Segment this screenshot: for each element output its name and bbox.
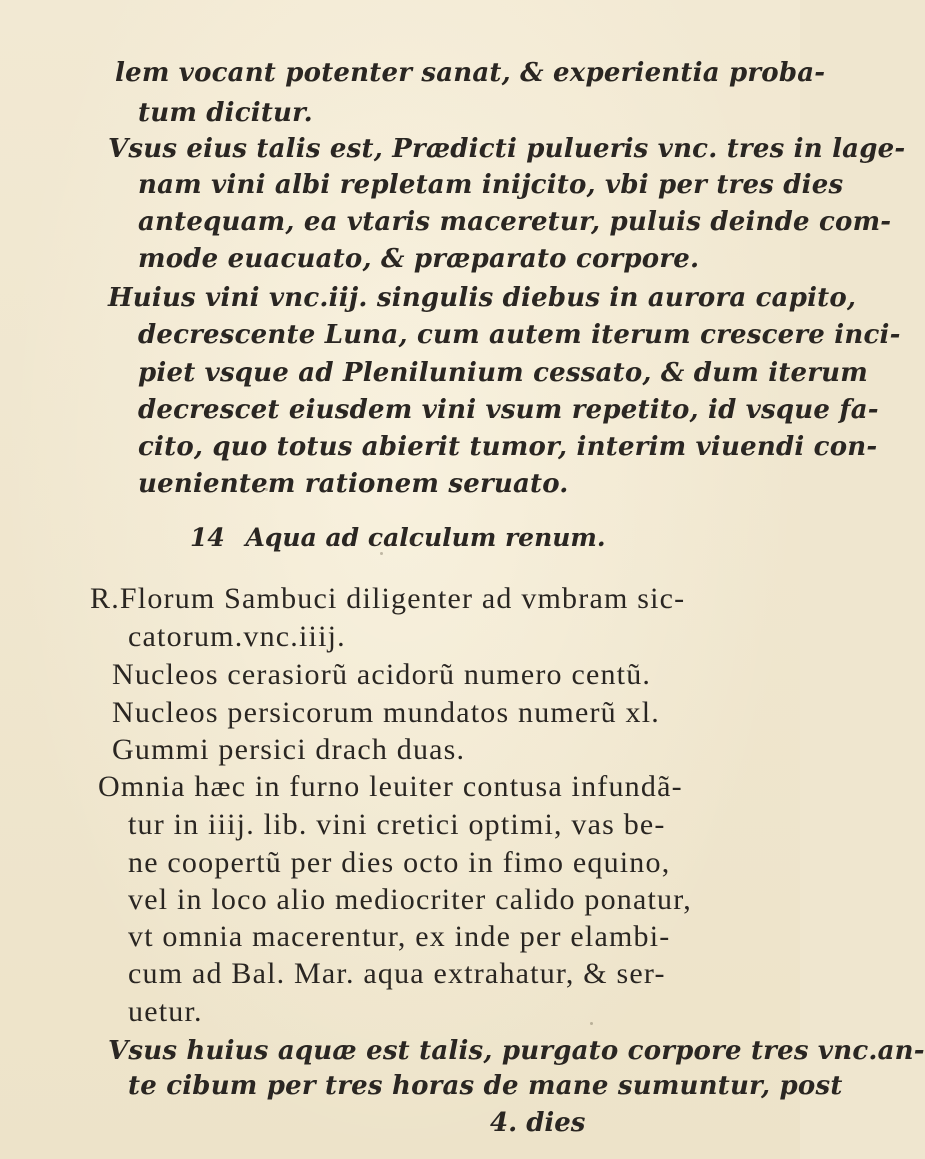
recipe-title: Aqua ad calculum renum. [245, 523, 606, 552]
catchword: 4. dies [490, 1108, 586, 1138]
paper-speck [590, 1022, 593, 1025]
paper-speck [265, 488, 268, 491]
text-line: Nucleos cerasiorũ acidorũ numero centũ. [112, 658, 652, 691]
text-line: piet vsque ad Plenilunium cessato, & dum iterum [138, 358, 868, 388]
text-line: catorum.vnc.iiij. [128, 620, 346, 653]
text-line: tur in iiij. lib. vini cretici optimi, vas be- [128, 808, 666, 841]
recipe-number: 14 [190, 523, 225, 552]
text-line: ne coopertũ per dies octo in fimo equino, [128, 846, 671, 879]
text-line: uenientem rationem seruato. [138, 469, 569, 499]
text-line: lem vocant potenter sanat, & experientia proba- [115, 58, 826, 88]
text-line: Nucleos persicorum mundatos numerũ xl. [112, 696, 660, 729]
recipe-heading [190, 525, 606, 550]
text-line: nam vini albi repletam inijcito, vbi per tres dies [138, 170, 844, 200]
text-line: antequam, ea vtaris maceretur, puluis deinde com- [138, 207, 892, 237]
text-line: Omnia hæc in furno leuiter contusa infundã- [98, 770, 683, 803]
text-line: tum dicitur. [138, 98, 313, 128]
text-line: Vsus eius talis est, Prædicti pulueris vnc. tres in lage- [108, 134, 906, 164]
text-line: cum ad Bal. Mar. aqua extrahatur, & ser- [128, 957, 666, 990]
text-line: Vsus huius aquæ est talis, purgato corpore tres vnc.an- [108, 1036, 925, 1066]
text-line: mode euacuato, & præparato corpore. [138, 244, 700, 274]
paper-speck [410, 540, 413, 543]
text-line: cito, quo totus abierit tumor, interim viuendi con- [138, 432, 878, 462]
text-line: te cibum per tres horas de mane sumuntur, post [128, 1071, 843, 1101]
text-line: vt omnia macerentur, ex inde per elambi- [128, 920, 671, 953]
text-line: vel in loco alio mediocriter calido ponatur, [128, 883, 692, 916]
text-line: Huius vini vnc.iij. singulis diebus in aurora capito, [108, 283, 857, 313]
text-line: decrescet eiusdem vini vsum repetito, id vsque fa- [138, 395, 879, 425]
text-line: Gummi persici drach duas. [112, 733, 466, 766]
text-line: uetur. [128, 995, 203, 1028]
text-line: decrescente Luna, cum autem iterum crescere inci- [138, 320, 901, 350]
paper-speck [380, 552, 383, 555]
text-line: R.Florum Sambuci diligenter ad vmbram sic- [90, 582, 686, 615]
